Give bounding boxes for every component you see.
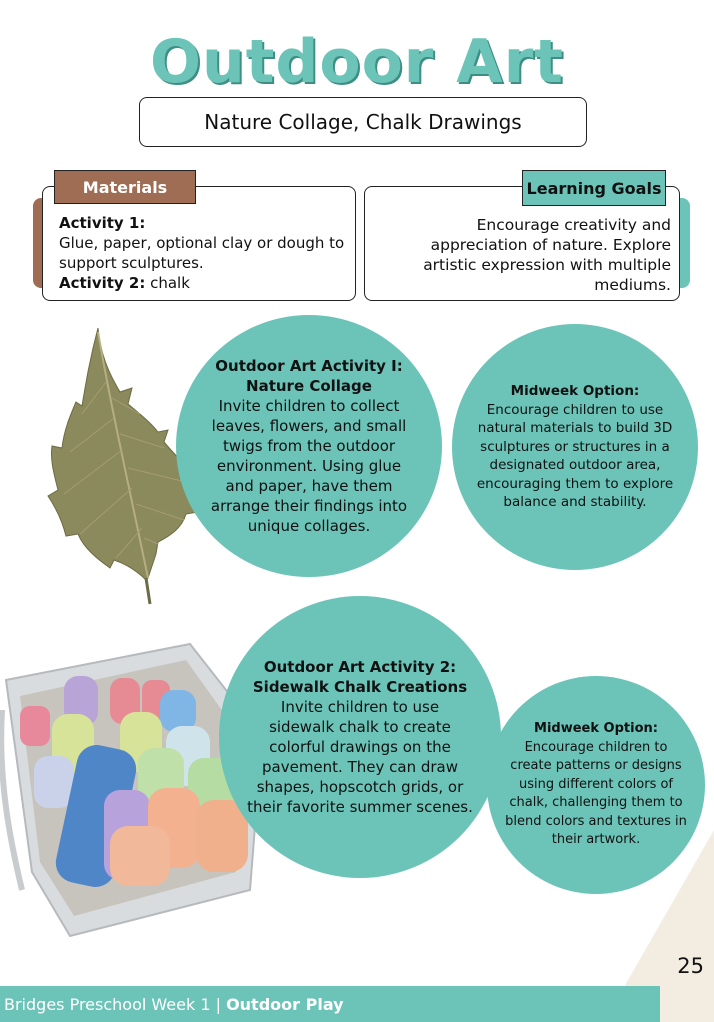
midweek1-description: Encourage children to use natural materials to build 3D sculptures or structures in a designated outdoor area, encouraging them to explore balance and stability. [476, 401, 674, 511]
learning-goals-tab-label: Learning Goals [526, 178, 662, 198]
footer-section: Outdoor Play [226, 994, 344, 1014]
footer-bar [0, 986, 660, 1022]
activity2-circle [219, 596, 501, 878]
page-number: 25 [677, 954, 704, 978]
activity1-title: Outdoor Art Activity I: Nature Collage [215, 357, 403, 395]
materials-tab [54, 170, 196, 204]
midweek2-title: Midweek Option: [534, 721, 658, 737]
activity1-label: Activity 1: [59, 214, 146, 232]
activity2-title: Outdoor Art Activity 2: Sidewalk Chalk Creations [252, 658, 468, 696]
activity2-description: Invite children to use sidewalk chalk to create colorful drawings on the pavement. They can draw shapes, hopscotch grids, or their favorite summer scenes. [247, 698, 473, 816]
materials-tab-label: Materials [82, 177, 168, 197]
page-subtitle-box [139, 97, 587, 147]
activity1-description: Invite children to collect leaves, flowers, and small twigs from the outdoor environment. Using glue and paper, have them arrange their findings into unique collages. [210, 397, 408, 535]
activity2-materials: chalk [145, 274, 190, 292]
footer-text: Bridges Preschool Week 1 | [4, 994, 227, 1014]
activity2-label: Activity 2: [59, 274, 146, 292]
midweek2-description: Encourage children to create patterns or designs using different colors of chalk, challenging them to blend colors and textures in their artwork. [505, 739, 687, 848]
activity1-circle [176, 315, 442, 577]
activity1-materials: Glue, paper, optional clay or dough to support sculptures. [59, 234, 345, 272]
page-subtitle: Nature Collage, Chalk Drawings [204, 110, 522, 134]
midweek1-circle [452, 324, 698, 570]
learning-goals-text: Encourage creativity and appreciation of nature. Explore artistic expression with multiple mediums. [423, 216, 671, 294]
midweek1-title: Midweek Option: [510, 383, 640, 400]
page-title: Outdoor Art [150, 27, 564, 97]
learning-goals-tab [522, 170, 666, 206]
